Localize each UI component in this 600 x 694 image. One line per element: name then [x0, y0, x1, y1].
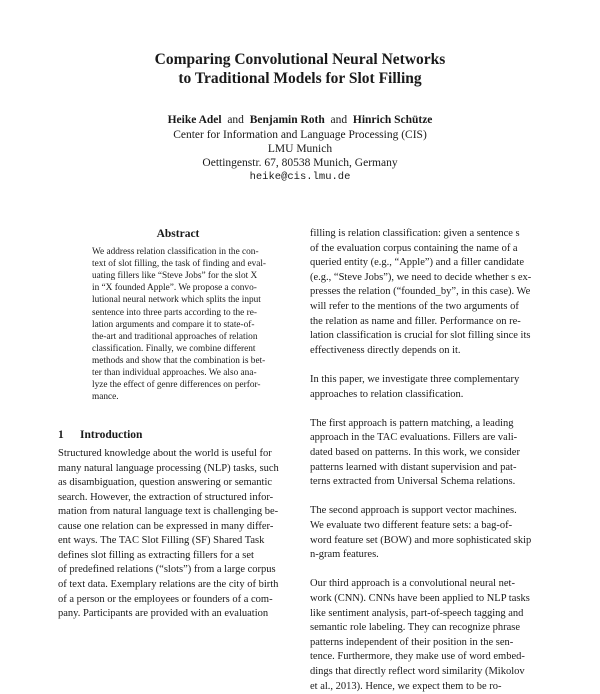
section-heading — [58, 428, 142, 442]
paper-title-line-1: Comparing Convolutional Neural Networks — [154, 51, 446, 68]
text-line: as disambiguation, question answering or semantic — [58, 477, 273, 489]
text-line: will refer to the mentions of the two arguments of — [310, 301, 519, 312]
text-line: lyze the effect of genre differences on perfor- — [92, 380, 261, 391]
text-line: filling is relation classification: given a sentence s — [310, 228, 520, 239]
text-line: The second approach is support vector machines. — [310, 505, 517, 517]
text-line: mance. — [92, 392, 119, 403]
abstract-heading: Abstract — [156, 228, 200, 240]
text-line: in “X founded Apple”. We propose a convo- — [92, 283, 257, 294]
text-line: Structured knowledge about the world is useful for — [58, 448, 272, 459]
text-line: tence. Furthermore, they make use of word embed- — [310, 651, 525, 663]
paper-title-line-2: to Traditional Models for Slot Filling — [178, 70, 422, 87]
text-line: lation classification is crucial for slot filling since its — [310, 330, 531, 342]
text-line: the-art and traditional approaches of relation — [92, 331, 258, 342]
text-line: approaches to relation classification. — [310, 388, 464, 400]
author-name: Heike Adel — [167, 114, 222, 126]
text-line: semantic role labeling. They can recognize phrase — [310, 622, 521, 634]
text-line: pany. Participants are provided with an evaluation — [58, 608, 269, 620]
text-line: dated based on patterns. In this work, we consider — [310, 447, 520, 458]
author-separator: and — [330, 114, 348, 126]
text-line: ter than individual approaches. We also ana- — [92, 368, 257, 378]
section-number: 1 — [58, 429, 64, 441]
text-line: mation from natural language text is challenging be- — [58, 506, 279, 518]
text-line: Our third approach is a convolutional neural net- — [310, 578, 515, 590]
text-line: (e.g., “Steve Jobs”), we need to decide whether s ex- — [310, 271, 532, 283]
text-line: et al., 2013). Hence, we expect them to be ro- — [310, 680, 502, 692]
text-line: We evaluate two different feature sets: a bag-of- — [310, 520, 513, 531]
affiliation-line: Oettingenstr. 67, 80538 Munich, Germany — [202, 157, 398, 169]
affiliation-line: Center for Information and Language Processing (CIS) — [173, 129, 427, 141]
text-line: effectiveness directly depends on it. — [310, 344, 461, 356]
text-line: We address relation classification in the con- — [92, 247, 259, 257]
author-name: Benjamin Roth — [249, 114, 325, 126]
text-line: of predefined relations (“slots”) from a large corpus — [58, 564, 276, 576]
text-line: work (CNN). CNNs have been applied to NLP tasks — [310, 593, 530, 604]
text-line: of text data. Exemplary relations are the city of birth — [58, 578, 279, 590]
text-line: In this paper, we investigate three complementary — [310, 374, 520, 385]
text-line: classification. Finally, we combine different — [92, 343, 256, 354]
text-line: approach in the TAC evaluations. Fillers are vali- — [310, 432, 518, 444]
section-title: Introduction — [80, 429, 143, 441]
text-line: queried entity (e.g., “Apple”) and a filler candidate — [310, 257, 524, 269]
text-line: cause one relation can be expressed in many differ- — [58, 520, 274, 532]
text-line: terns extracted from Universal Schema relations. — [310, 476, 516, 488]
text-line: patterns learned with distant supervision and pat- — [310, 461, 517, 473]
text-line: presses the relation (“founded_by”, in this case). We — [310, 286, 531, 298]
text-line: many natural language processing (NLP) tasks, such — [58, 462, 279, 474]
author-separator: and — [227, 114, 244, 126]
text-line: the relation as name and filler. Performance on re- — [310, 315, 521, 327]
author-list — [0, 113, 600, 128]
text-line: The first approach is pattern matching, a leading — [310, 417, 514, 429]
text-line: dings that directly reflect word similarity (Mikolov — [310, 666, 525, 677]
text-line: of the evaluation corpus containing the name of a — [310, 242, 518, 254]
author-email: heike@cis.lmu.de — [249, 171, 351, 183]
text-line: uating fillers like “Steve Jobs” for the slot X — [92, 271, 258, 282]
text-line: like sentiment analysis, part-of-speech tagging and — [310, 607, 524, 619]
author-name: Hinrich Schütze — [352, 114, 433, 126]
text-line: methods and show that the combination is bet- — [92, 355, 266, 366]
text-line: lation arguments and compare it to state-of- — [92, 319, 255, 330]
text-line: word feature set (BOW) and more sophisticated skip — [310, 534, 532, 546]
text-line: sentence into three parts according to the re- — [92, 307, 257, 318]
text-line: lutional neural network which splits the input — [92, 295, 261, 306]
text-line: text of slot filling, the task of finding and eval- — [92, 259, 267, 270]
text-line: ent ways. The TAC Slot Filling (SF) Shared Task — [58, 535, 265, 547]
text-line: n-gram features. — [310, 549, 379, 561]
affiliation-line: LMU Munich — [267, 143, 333, 155]
text-line: defines slot filling as extracting fillers for a set — [58, 549, 254, 561]
text-line: of a person or the employees or founders of a com- — [58, 593, 273, 605]
text-line: search. However, the extraction of structured infor- — [58, 491, 274, 503]
text-line: patterns independent of their position in the sen- — [310, 636, 514, 648]
